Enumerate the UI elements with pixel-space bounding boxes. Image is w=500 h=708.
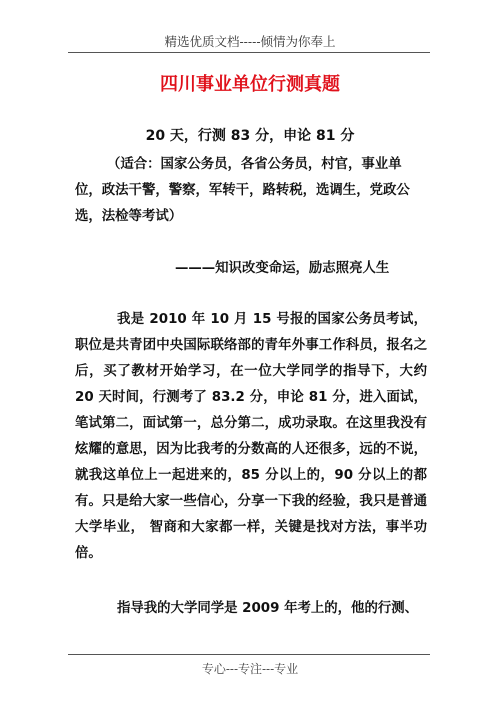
body-paragraph: 我是 2010 年 10 月 15 号报的国家公务员考试，职位是共青团中央国际联络部的青年外事工作科员，报名之后，买了教材开始学习，在一位大学同学的指导下，大约 20 天时间，行测考了 83.2 分，申论 81 分，进入面试，笔试第二，面试第一，总分第二，成功录取。在这里我没有炫耀的意思，因为比我考的分数高的人还很多，远的不说，就我这单位上一起进来的，85 分以上的，90 分以上的都有。只是给大家一些信心，分享一下我的经验，我只是普通大学毕业， 智商和大家都一样，关键是找对方法，事半功倍。 [75,312,427,561]
page-footer: 专心---专注---专业 [201,662,299,676]
footer-divider [68,654,430,655]
document-title: 四川事业单位行测真题 [160,74,340,95]
motto-line: ———知识改变命运，励志照亮人生 [175,261,390,276]
document-subtitle: 20 天，行测 83 分，申论 81 分 [145,128,355,144]
scope-paragraph: （适合：国家公务员，各省公务员，村官，事业单位，政法干警，警察，军转干，路转税，选调生，党政公选，法检等考试） [75,157,410,224]
body-paragraph: 指导我的大学同学是 2009 年考上的，他的行测、 [117,601,419,616]
page-header: 精选优质文档-----倾情为你奉上 [164,34,336,49]
header-divider [68,52,430,53]
